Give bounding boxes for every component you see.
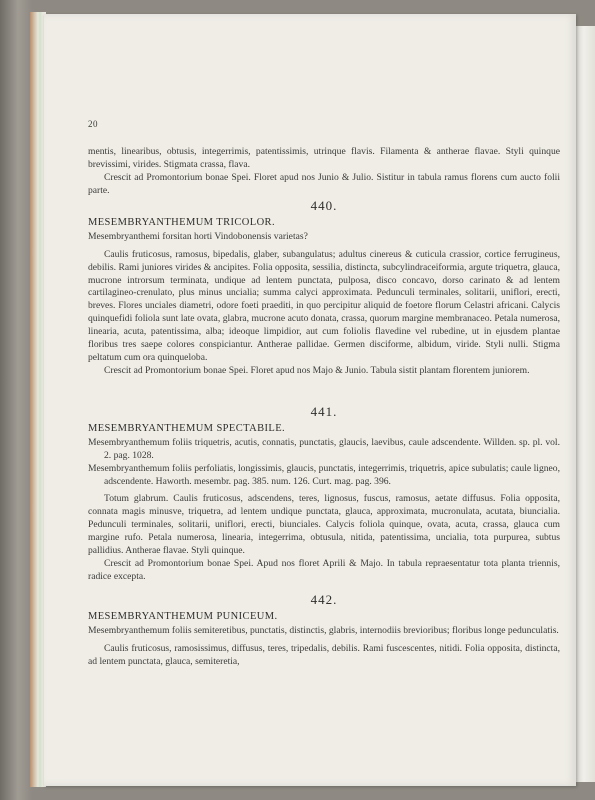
- species-number: 442.: [310, 592, 338, 607]
- synonym: Mesembryanthemum foliis triquetris, acutis, connatis, punctatis, glaucis, laevibus, caule adscendente. Willden. sp. pl. vol. 2. pag. 1028.: [88, 436, 560, 461]
- book-page: [44, 14, 576, 786]
- species-entry-442: [88, 588, 560, 669]
- synonym: Mesembryanthemum foliis semiteretibus, punctatis, distinctis, glabris, internodiis brevioribus; floribus longe pedunculatis.: [88, 624, 559, 636]
- locality-paragraph: Crescit ad Promontorium bonae Spei. Apud nos floret Aprili & Majo. In tabula repraesentatur tota planta triennis, radice excepta.: [88, 557, 560, 582]
- species-entry-441: [88, 400, 560, 584]
- species-title: MESEMBRYANTHEMUM PUNICEUM.: [88, 610, 278, 622]
- species-number: 441.: [310, 404, 338, 419]
- synonym: Mesembryanthemum foliis perfoliatis, longissimis, glaucis, punctatis, integerrimis, triquetris, apice subulatis; caule ligneo, adscendente. Haworth. mesembr. pag. 385. num. 126. Curt. mag. pag. 396.: [88, 462, 560, 487]
- species-number: 440.: [310, 198, 338, 213]
- page-number: 20: [88, 119, 98, 129]
- continuation-text: [88, 146, 560, 198]
- description-paragraph: Totum glabrum. Caulis fruticosus, adscendens, teres, lignosus, fuscus, ramosus, aetate diffusus. Folia opposita, connata magis minusve, triquetra, ad lentem undique punctata, glauca, approximata, mucronulata, acutata, biuncialia. Pedunculi terminales, solitarii, uniflori, erecti, biunciales. Calycis foliola quinque, ovata, acuta, crassa, glauca cum margine rufo. Petala numerosa, linearia, integerrima, obtusula, nitida, patentissima, uncialia, tota purpurea, subtus pallidius. Antherae flavae. Styli quinque.: [88, 493, 560, 557]
- species-entry-440: [88, 194, 560, 378]
- facing-page-edge: [576, 26, 595, 782]
- paragraph: Crescit ad Promontorium bonae Spei. Floret apud nos Junio & Julio. Sistitur in tabula ramus florens cum aucto folii parte.: [88, 171, 560, 196]
- synonym: Mesembryanthemi forsitan horti Vindobonensis varietas?: [88, 230, 308, 242]
- description-paragraph: Caulis fruticosus, ramosus, bipedalis, glaber, subangulatus; adultus cinereus & cuticula crassior, cortice ferrugineus, debilis. Rami juniores virides & ancipites. Folia opposita, sessilia, distincta, subcylindraceiformia, argute triquetra, glauca, mucrone introrsum terminata, undique ad lentem punctata, pulposa, disco concavo, dorso carinato & ad lentem cartilagineo-crenulato, plus minus uncialia; summa calyci approximata. Pedunculi terminales, solitarii, uniflori, erecti, breves. Flores unciales diametri, odore foeti praediti, in quo percipitur aliquid de foetore florum Celastri africani. Calycis quinquefidi foliola sunt late ovata, glabra, mucrone acuto donata, crassa, quorum margine membranaceo. Petala numerosa, linearia, acuta, patentissima, alba; ideoque limpidior, aut cum foliolis flavedine vel rubedine, ut in ejusdem plantae floribus tres saepe colores conspiciantur. Antherae pallidae. Germen disciforme, albidum, viride. Styli nulli. Stigma peltatum cum ora quinqueloba.: [88, 248, 560, 363]
- description-paragraph: Caulis fruticosus, ramosissimus, diffusus, teres, tripedalis, debilis. Rami fuscescentes, nitidi. Folia opposita, distincta, ad lentem punctata, glauca, semiteretia,: [88, 642, 560, 667]
- locality-paragraph: Crescit ad Promontorium bonae Spei. Floret apud nos Majo & Junio. Tabula sistit plantam florentem juniorem.: [104, 364, 530, 376]
- paragraph: mentis, linearibus, obtusis, integerrimis, patentissimis, utrinque flavis. Filamenta & antherae flavae. Styli quinque brevissimi, virides. Stigmata crassa, flava.: [88, 146, 560, 170]
- species-title: MESEMBRYANTHEMUM TRICOLOR.: [88, 216, 275, 228]
- species-title: MESEMBRYANTHEMUM SPECTABILE.: [88, 422, 286, 434]
